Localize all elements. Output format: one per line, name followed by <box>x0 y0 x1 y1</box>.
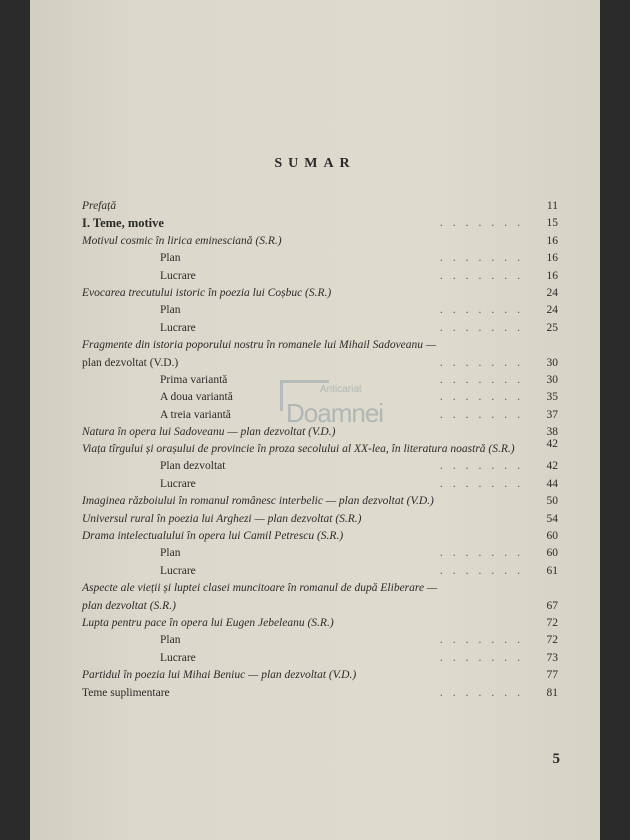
toc-entry <box>82 580 558 597</box>
watermark-logo <box>280 380 420 440</box>
toc-entry-page: 72 <box>546 634 558 647</box>
toc-entry-page: 16 <box>546 234 558 247</box>
leader-dots: ....... <box>439 391 530 404</box>
toc-entry <box>82 438 558 458</box>
toc-entry-label: Lupta pentru pace în opera lui Eugen Jebeleanu (S.R.) <box>82 616 334 629</box>
toc-entry-page: 24 <box>546 286 558 299</box>
toc-entry-label: Natura în opera lui Sadoveanu — plan dezvoltat (V.D.) <box>82 426 336 439</box>
page-number: 5 <box>552 751 560 767</box>
toc-entry-label: I. Teme, motive <box>82 216 164 231</box>
toc-entry-page: 37 <box>546 408 558 421</box>
toc-entry-label: Lucrare <box>160 651 196 664</box>
toc-entry-label: Motivul cosmic în lirica eminesciană (S.R.) <box>82 234 282 247</box>
toc-entry-page: 38 <box>546 426 558 439</box>
leader-dots: ....... <box>439 460 530 473</box>
toc-entry-label: Lucrare <box>160 269 196 282</box>
toc-entry <box>82 632 558 649</box>
toc-entry <box>82 528 558 545</box>
toc-entry-label: Prefață <box>82 200 117 212</box>
toc-entry-page: 11 <box>546 200 558 212</box>
toc-entry <box>82 355 558 372</box>
toc-entry-page: 42 <box>546 460 558 473</box>
page-title: SUMAR <box>274 156 356 171</box>
toc-entry <box>82 667 558 684</box>
toc-entry <box>82 320 558 337</box>
toc-entry-page: 30 <box>546 356 558 369</box>
toc-entry-label: Fragmente din istoria poporului nostru în romanele lui Mihail Sadoveanu — <box>82 339 437 352</box>
table-of-contents <box>82 198 558 702</box>
toc-entry-page: 72 <box>546 616 558 629</box>
toc-entry-label: plan dezvoltat (V.D.) <box>82 356 179 369</box>
toc-entry-page: 77 <box>546 669 558 682</box>
toc-entry-page: 50 <box>546 495 558 508</box>
toc-entry <box>82 615 558 632</box>
toc-entry-page: 24 <box>546 304 558 317</box>
toc-entry-page: 42 <box>546 438 558 451</box>
leader-dots: ....... <box>439 686 530 699</box>
leader-dots: ....... <box>439 477 530 490</box>
book-page <box>30 0 600 840</box>
leader-dots: ....... <box>439 408 530 421</box>
toc-entry-page: 25 <box>546 321 558 334</box>
toc-entry-page: 30 <box>546 373 558 386</box>
toc-entry <box>82 493 558 510</box>
toc-entry <box>82 268 558 285</box>
toc-entry-label: Viața tîrgului și orașului de provincie în proza secolului al XX-lea, în literatura noastră (S.R.) <box>82 443 515 456</box>
leader-dots: ....... <box>439 651 530 664</box>
toc-entry-label: Lucrare <box>160 564 196 577</box>
toc-entry <box>82 233 558 250</box>
toc-entry-page: 61 <box>546 564 558 577</box>
watermark-small-text: Anticariat <box>320 384 362 395</box>
toc-entry-page: 73 <box>546 651 558 664</box>
toc-entry-label: Partidul în poezia lui Mihai Beniuc — plan dezvoltat (V.D.) <box>82 669 357 682</box>
toc-entry-label: plan dezvoltat (S.R.) <box>82 599 176 612</box>
toc-entry-label: Prima variantă <box>160 373 228 386</box>
toc-entry-label: Lucrare <box>160 477 196 490</box>
toc-entry-label: Lucrare <box>160 321 196 334</box>
toc-entry <box>82 285 558 302</box>
toc-entry-page: 16 <box>546 269 558 282</box>
toc-entry <box>82 337 558 354</box>
toc-entry <box>82 563 558 580</box>
leader-dots: ....... <box>439 373 530 386</box>
toc-entry <box>82 198 558 215</box>
toc-entry <box>82 476 558 493</box>
leader-dots: ....... <box>439 217 530 230</box>
toc-entry-page: 44 <box>546 477 558 490</box>
toc-entry-page: 81 <box>546 686 558 699</box>
toc-entry <box>82 598 558 615</box>
leader-dots: ....... <box>439 634 530 647</box>
toc-entry-page: 60 <box>546 547 558 560</box>
toc-entry <box>82 650 558 667</box>
toc-entry-page: 15 <box>546 217 558 230</box>
toc-entry-page: 60 <box>546 530 558 543</box>
toc-entry-label: Aspecte ale vieții și luptei clasei muncitoare în romanul de după Eliberare — <box>82 582 438 595</box>
toc-entry <box>82 511 558 528</box>
toc-entry-label: Plan <box>160 304 181 317</box>
toc-entry <box>82 458 558 475</box>
leader-dots: ....... <box>439 252 530 265</box>
toc-entry <box>82 685 558 702</box>
leader-dots: ....... <box>439 269 530 282</box>
toc-entry-label: Imaginea războiului în romanul românesc interbelic — plan dezvoltat (V.D.) <box>82 495 434 508</box>
toc-entry-label: Universul rural în poezia lui Arghezi — plan dezvoltat (S.R.) <box>82 512 362 525</box>
leader-dots: ....... <box>439 564 530 577</box>
toc-entry-label: Plan <box>160 547 181 560</box>
leader-dots: ....... <box>439 321 530 334</box>
toc-entry-page: 16 <box>546 252 558 265</box>
leader-dots: ....... <box>439 304 530 317</box>
watermark-big-text: Doamnei <box>286 398 384 428</box>
toc-entry-label: Drama intelectualului în opera lui Camil Petrescu (S.R.) <box>82 530 344 543</box>
toc-entry-label: A doua variantă <box>160 391 233 404</box>
toc-entry <box>82 302 558 319</box>
toc-entry-label: Plan dezvoltat <box>160 460 226 473</box>
toc-entry-label: A treia variantă <box>160 408 231 421</box>
toc-entry-page: 67 <box>546 599 558 612</box>
toc-entry-page: 35 <box>546 391 558 404</box>
toc-entry-page: 54 <box>546 512 558 525</box>
toc-entry-label: Evocarea trecutului istoric în poezia lui Coșbuc (S.R.) <box>82 286 332 299</box>
leader-dots: ....... <box>439 356 530 369</box>
leader-dots: ....... <box>439 547 530 560</box>
toc-entry-label: Teme suplimentare <box>82 686 170 699</box>
toc-entry <box>82 215 558 232</box>
toc-entry-label: Plan <box>160 634 181 647</box>
toc-entry <box>82 250 558 267</box>
toc-entry <box>82 545 558 562</box>
toc-entry-label: Plan <box>160 252 181 265</box>
